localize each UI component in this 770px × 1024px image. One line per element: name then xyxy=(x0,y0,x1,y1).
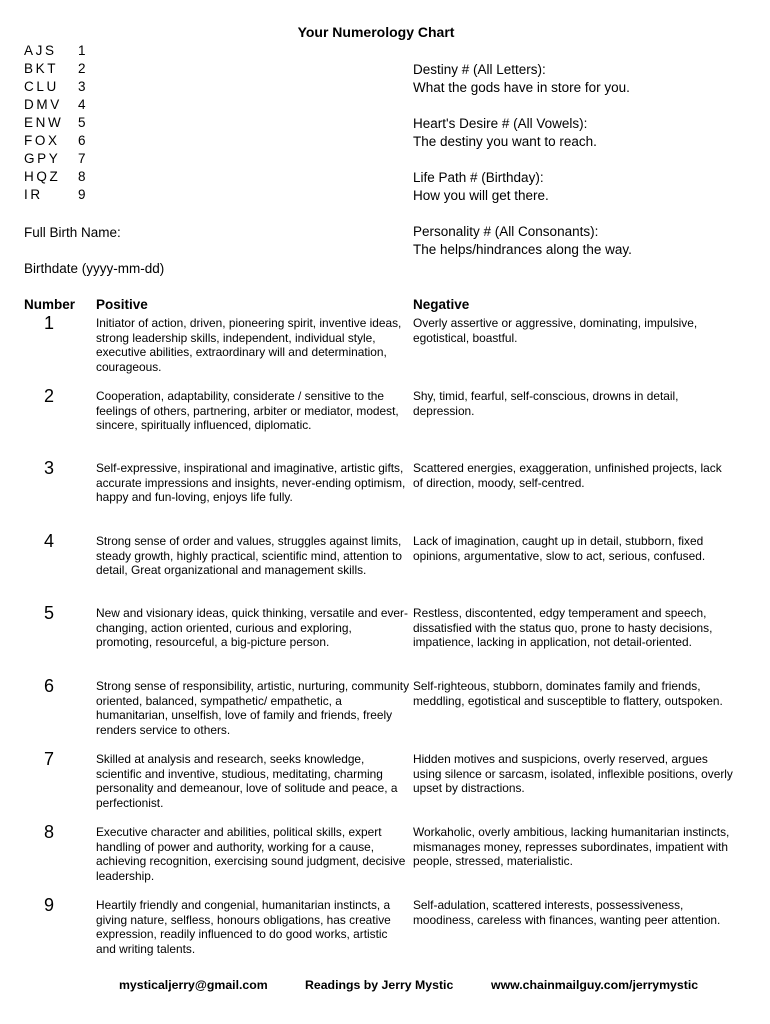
letter-value: 4 xyxy=(78,97,86,112)
definition-label: Life Path # (Birthday): xyxy=(413,170,544,185)
birthdate-label: Birthdate (yyyy-mm-dd) xyxy=(24,261,165,276)
letter-group: GPY xyxy=(24,151,61,166)
definition-description: How you will get there. xyxy=(413,188,549,203)
negative-traits: Self-righteous, stubborn, dominates family and friends, meddling, egotistical and susceptible to flattery, outspoken. xyxy=(413,679,723,708)
letter-group: DMV xyxy=(24,97,62,112)
letter-value: 6 xyxy=(78,133,86,148)
definition-hearts-desire xyxy=(413,115,753,151)
letter-value: 5 xyxy=(78,115,86,130)
letter-row xyxy=(24,96,98,114)
negative-traits: Restless, discontented, edgy temperament and speech, dissatisfied with the status quo, prone to hasty decisions, impatience, lacking in application, not detail-oriented. xyxy=(413,606,713,650)
letter-group: FOX xyxy=(24,133,60,148)
number-cell: 5 xyxy=(44,603,55,623)
definition-description: The helps/hindrances along the way. xyxy=(413,242,632,257)
negative-traits: Hidden motives and suspicions, overly reserved, argues using silence or sarcasm, isolated, inflexible positions, overly upset by distractions. xyxy=(413,752,733,796)
column-header-positive: Positive xyxy=(96,297,148,312)
number-cell: 6 xyxy=(44,676,55,696)
definition-destiny xyxy=(413,61,753,97)
letter-row xyxy=(24,186,98,204)
footer-email: mysticaljerry@gmail.com xyxy=(119,978,268,992)
positive-traits: Strong sense of responsibility, artistic, nurturing, community oriented, balanced, sympathetic/ empathetic, a humanitarian, unselfish, love of family and friends, freely renders service to others. xyxy=(96,679,410,737)
letter-group: CLU xyxy=(24,79,59,94)
number-cell: 7 xyxy=(44,749,55,769)
number-cell: 4 xyxy=(44,531,55,551)
letter-group: BKT xyxy=(24,61,59,76)
number-definitions xyxy=(413,61,753,277)
positive-traits: Cooperation, adaptability, considerate / sensitive to the feelings of others, partnering, arbiter or mediator, modest, sincere, spiritually influenced, diplomatic. xyxy=(96,389,399,433)
letter-row xyxy=(24,42,98,60)
letter-row xyxy=(24,114,98,132)
page-title: Your Numerology Chart xyxy=(297,24,455,40)
letter-value: 7 xyxy=(78,151,86,166)
letter-row xyxy=(24,60,98,78)
positive-traits: Skilled at analysis and research, seeks knowledge, scientific and inventive, studious, meditating, charming personality and demeanour, love of solitude and peace, a perfectionist. xyxy=(96,752,398,810)
definition-description: The destiny you want to reach. xyxy=(413,134,597,149)
definition-label: Heart's Desire # (All Vowels): xyxy=(413,116,588,131)
negative-traits: Scattered energies, exaggeration, unfinished projects, lack of direction, moody, self-centred. xyxy=(413,461,722,490)
negative-traits: Overly assertive or aggressive, dominating, impulsive, egotistical, boastful. xyxy=(413,316,698,345)
definition-label: Destiny # (All Letters): xyxy=(413,62,546,77)
letter-number-table xyxy=(24,42,98,204)
letter-value: 1 xyxy=(78,43,86,58)
number-cell: 1 xyxy=(44,313,55,333)
number-cell: 3 xyxy=(44,458,55,478)
letter-group: ENW xyxy=(24,115,64,130)
positive-traits: Heartily friendly and congenial, humanitarian instincts, a giving nature, selfless, honours obligations, has creative expression, readily influenced to do good works, artistic and writing talents. xyxy=(96,898,391,956)
negative-traits: Workaholic, overly ambitious, lacking humanitarian instincts, mismanages money, represses subordinates, impatient with people, stressed, materialistic. xyxy=(413,825,730,869)
definition-label: Personality # (All Consonants): xyxy=(413,224,599,239)
number-cell: 8 xyxy=(44,822,55,842)
positive-traits: Self-expressive, inspirational and imaginative, artistic gifts, accurate impressions and insights, never-ending optimism, happy and fun-loving, enjoys life fully. xyxy=(96,461,406,505)
letter-value: 2 xyxy=(78,61,86,76)
definition-description: What the gods have in store for you. xyxy=(413,80,630,95)
letter-group: IR xyxy=(24,187,43,202)
column-header-negative: Negative xyxy=(413,297,470,312)
letter-row xyxy=(24,168,98,186)
letter-group: HQZ xyxy=(24,169,61,184)
letter-group: AJS xyxy=(24,43,57,58)
positive-traits: Initiator of action, driven, pioneering spirit, inventive ideas, strong leadership skills, independent, individual style, executive abilities, extraordinary will and determination, courageous. xyxy=(96,316,402,374)
letter-row xyxy=(24,150,98,168)
footer-credit: Readings by Jerry Mystic xyxy=(305,978,454,992)
positive-traits: Executive character and abilities, political skills, expert handling of power and authority, working for a cause, achieving recognition, exercising sound judgment, decisive leadership. xyxy=(96,825,406,883)
positive-traits: Strong sense of order and values, struggles against limits, steady growth, highly practical, scientific mind, attention to detail, Great organizational and management skills. xyxy=(96,534,403,578)
positive-traits: New and visionary ideas, quick thinking, versatile and ever-changing, action oriented, curious and exploring, promoting, resourceful, a big-picture person. xyxy=(96,606,408,650)
letter-row xyxy=(24,132,98,150)
definition-life-path xyxy=(413,169,753,205)
number-cell: 2 xyxy=(44,386,55,406)
birth-name-label: Full Birth Name: xyxy=(24,225,121,240)
number-cell: 9 xyxy=(44,895,55,915)
letter-row xyxy=(24,78,98,96)
footer-website: www.chainmailguy.com/jerrymystic xyxy=(491,978,699,992)
letter-value: 9 xyxy=(78,187,86,202)
column-header-number: Number xyxy=(24,297,76,312)
negative-traits: Shy, timid, fearful, self-conscious, drowns in detail, depression. xyxy=(413,389,679,418)
letter-value: 8 xyxy=(78,169,86,184)
letter-value: 3 xyxy=(78,79,86,94)
negative-traits: Self-adulation, scattered interests, possessiveness, moodiness, careless with finances, wanting peer attention. xyxy=(413,898,721,927)
negative-traits: Lack of imagination, caught up in detail, stubborn, fixed opinions, argumentative, slow to act, serious, confused. xyxy=(413,534,706,563)
definition-personality xyxy=(413,223,753,259)
